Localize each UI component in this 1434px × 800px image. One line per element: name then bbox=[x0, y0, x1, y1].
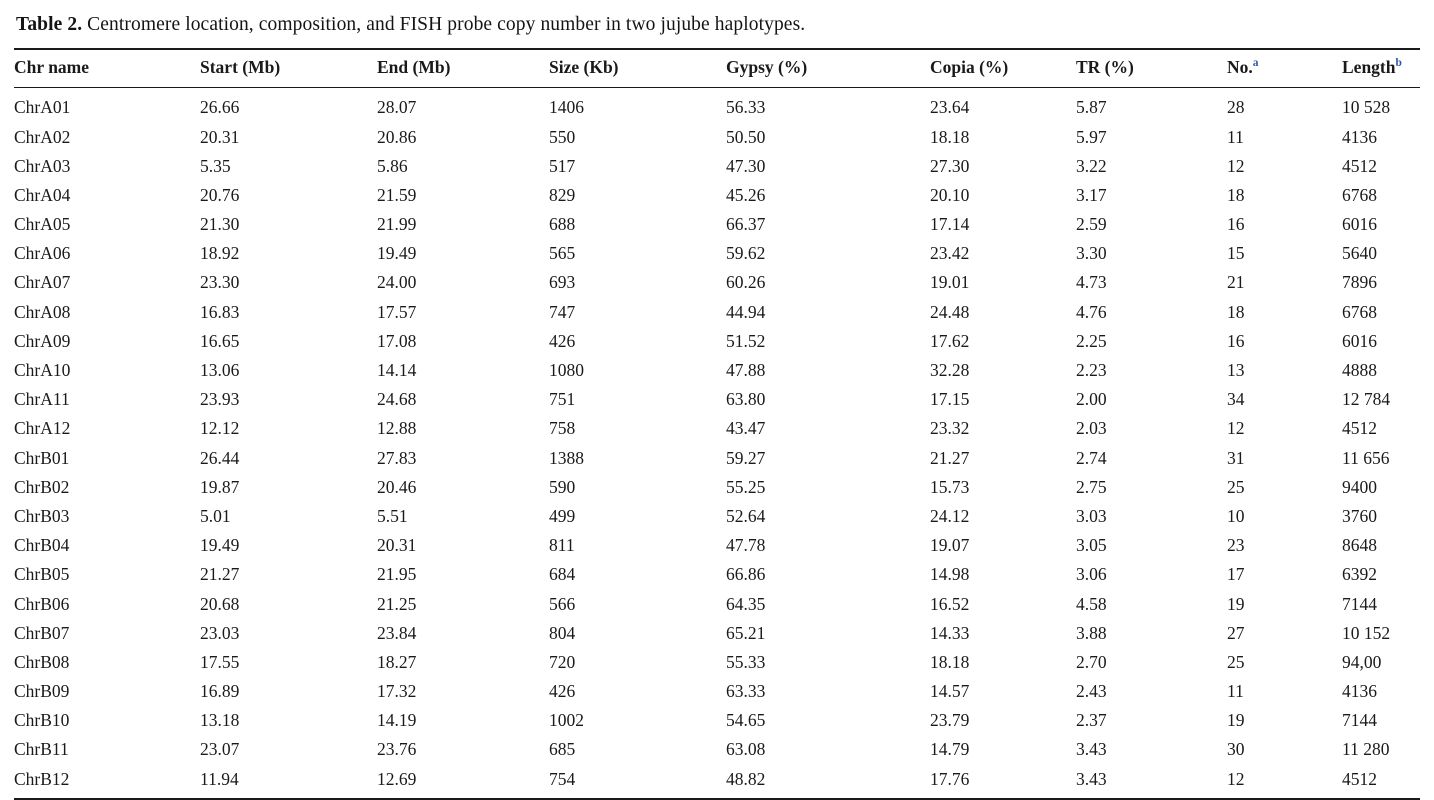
cell-size: 517 bbox=[549, 155, 576, 176]
cell-start: 17.55 bbox=[200, 651, 240, 672]
cell-copia: 23.64 bbox=[930, 97, 970, 118]
cell-size: 1388 bbox=[549, 447, 584, 468]
cell-copia: 32.28 bbox=[930, 360, 970, 381]
cell-tr: 3.17 bbox=[1076, 184, 1107, 205]
cell-end: 20.31 bbox=[377, 535, 417, 556]
cell-number: 21 bbox=[1227, 272, 1245, 293]
cell-gypsy: 65.21 bbox=[726, 622, 766, 643]
column-header-start bbox=[200, 49, 377, 88]
table-row bbox=[14, 239, 1420, 268]
cell-size: 499 bbox=[549, 505, 576, 526]
cell-size: 685 bbox=[549, 739, 576, 760]
cell-end: 14.14 bbox=[377, 360, 417, 381]
cell-tr: 3.30 bbox=[1076, 243, 1107, 264]
cell-start: 5.01 bbox=[200, 505, 231, 526]
cell-size: 590 bbox=[549, 476, 576, 497]
cell-copia: 17.15 bbox=[930, 389, 970, 410]
cell-chr-name: ChrA10 bbox=[14, 360, 71, 381]
cell-end: 19.49 bbox=[377, 243, 417, 264]
cell-size: 811 bbox=[549, 535, 575, 556]
cell-tr: 2.59 bbox=[1076, 214, 1107, 235]
cell-length: 10 152 bbox=[1342, 622, 1391, 643]
cell-end: 12.69 bbox=[377, 768, 417, 789]
cell-size: 684 bbox=[549, 564, 576, 585]
column-header-label: Copia (%) bbox=[930, 57, 1009, 78]
cell-tr: 2.43 bbox=[1076, 681, 1107, 702]
cell-copia: 19.01 bbox=[930, 272, 970, 293]
cell-size: 566 bbox=[549, 593, 576, 614]
cell-end: 20.86 bbox=[377, 126, 417, 147]
cell-number: 12 bbox=[1227, 418, 1245, 439]
cell-copia: 23.42 bbox=[930, 243, 970, 264]
cell-start: 13.06 bbox=[200, 360, 240, 381]
table-row bbox=[14, 706, 1420, 735]
cell-chr-name: ChrB08 bbox=[14, 651, 70, 672]
cell-size: 426 bbox=[549, 681, 576, 702]
cell-number: 18 bbox=[1227, 184, 1245, 205]
table-row bbox=[14, 385, 1420, 414]
cell-size: 754 bbox=[549, 768, 576, 789]
table-row bbox=[14, 152, 1420, 181]
cell-end: 23.84 bbox=[377, 622, 417, 643]
cell-gypsy: 43.47 bbox=[726, 418, 766, 439]
cell-tr: 4.76 bbox=[1076, 301, 1107, 322]
table-caption bbox=[16, 12, 1420, 37]
cell-tr: 2.00 bbox=[1076, 389, 1107, 410]
cell-tr: 3.03 bbox=[1076, 505, 1107, 526]
cell-number: 16 bbox=[1227, 214, 1245, 235]
cell-tr: 2.75 bbox=[1076, 476, 1107, 497]
cell-copia: 27.30 bbox=[930, 155, 970, 176]
table-head bbox=[14, 49, 1420, 88]
column-header-gypsy bbox=[726, 49, 930, 88]
cell-end: 21.99 bbox=[377, 214, 417, 235]
table-caption-label: Table 2. bbox=[16, 14, 83, 35]
cell-start: 26.66 bbox=[200, 97, 240, 118]
cell-tr: 3.22 bbox=[1076, 155, 1107, 176]
cell-start: 23.93 bbox=[200, 389, 240, 410]
cell-gypsy: 55.33 bbox=[726, 651, 766, 672]
column-header-copia bbox=[930, 49, 1076, 88]
table-row bbox=[14, 765, 1420, 799]
cell-copia: 19.07 bbox=[930, 535, 970, 556]
table-row bbox=[14, 122, 1420, 151]
cell-copia: 24.12 bbox=[930, 505, 970, 526]
table-caption-text: Centromere location, composition, and FISH probe copy number in two jujube haplotypes. bbox=[87, 14, 806, 35]
cell-copia: 14.33 bbox=[930, 622, 970, 643]
table-row bbox=[14, 531, 1420, 560]
cell-number: 10 bbox=[1227, 505, 1245, 526]
table-header-row bbox=[14, 49, 1420, 88]
cell-copia: 14.57 bbox=[930, 681, 970, 702]
cell-number: 31 bbox=[1227, 447, 1245, 468]
cell-number: 15 bbox=[1227, 243, 1245, 264]
footnote-marker-a[interactable]: a bbox=[1252, 57, 1259, 70]
cell-gypsy: 48.82 bbox=[726, 768, 766, 789]
cell-chr-name: ChrA02 bbox=[14, 126, 71, 147]
column-header-label: Chr name bbox=[14, 57, 90, 78]
column-header-size bbox=[549, 49, 726, 88]
cell-gypsy: 44.94 bbox=[726, 301, 766, 322]
cell-size: 688 bbox=[549, 214, 576, 235]
cell-start: 23.07 bbox=[200, 739, 240, 760]
cell-tr: 3.06 bbox=[1076, 564, 1107, 585]
cell-chr-name: ChrB04 bbox=[14, 535, 70, 556]
cell-chr-name: ChrA08 bbox=[14, 301, 71, 322]
cell-gypsy: 50.50 bbox=[726, 126, 766, 147]
column-header-tr bbox=[1076, 49, 1227, 88]
cell-size: 758 bbox=[549, 418, 576, 439]
cell-chr-name: ChrB10 bbox=[14, 710, 70, 731]
cell-number: 25 bbox=[1227, 651, 1245, 672]
cell-start: 20.31 bbox=[200, 126, 240, 147]
cell-length: 4512 bbox=[1342, 768, 1377, 789]
cell-end: 21.95 bbox=[377, 564, 417, 585]
cell-end: 17.32 bbox=[377, 681, 417, 702]
cell-gypsy: 63.08 bbox=[726, 739, 766, 760]
cell-gypsy: 45.26 bbox=[726, 184, 766, 205]
table-row bbox=[14, 327, 1420, 356]
cell-copia: 15.73 bbox=[930, 476, 970, 497]
cell-length: 6768 bbox=[1342, 301, 1377, 322]
cell-number: 23 bbox=[1227, 535, 1245, 556]
cell-number: 16 bbox=[1227, 330, 1245, 351]
cell-length: 6016 bbox=[1342, 330, 1377, 351]
cell-end: 5.86 bbox=[377, 155, 408, 176]
cell-copia: 18.18 bbox=[930, 651, 970, 672]
cell-start: 13.18 bbox=[200, 710, 240, 731]
cell-copia: 23.32 bbox=[930, 418, 970, 439]
cell-end: 18.27 bbox=[377, 651, 417, 672]
cell-start: 20.76 bbox=[200, 184, 240, 205]
cell-chr-name: ChrA06 bbox=[14, 243, 71, 264]
cell-start: 21.27 bbox=[200, 564, 240, 585]
column-header-number bbox=[1227, 49, 1342, 88]
column-header-label: TR (%) bbox=[1076, 57, 1134, 78]
cell-end: 14.19 bbox=[377, 710, 417, 731]
cell-chr-name: ChrA09 bbox=[14, 330, 71, 351]
cell-length: 6392 bbox=[1342, 564, 1377, 585]
cell-start: 16.89 bbox=[200, 681, 240, 702]
cell-chr-name: ChrB12 bbox=[14, 768, 70, 789]
cell-start: 19.87 bbox=[200, 476, 240, 497]
cell-chr-name: ChrA04 bbox=[14, 184, 71, 205]
cell-size: 550 bbox=[549, 126, 576, 147]
cell-size: 829 bbox=[549, 184, 576, 205]
column-header-label: Size (Kb) bbox=[549, 57, 619, 78]
cell-gypsy: 51.52 bbox=[726, 330, 766, 351]
column-header-length bbox=[1342, 49, 1420, 88]
cell-size: 693 bbox=[549, 272, 576, 293]
cell-number: 19 bbox=[1227, 593, 1245, 614]
cell-start: 18.92 bbox=[200, 243, 240, 264]
cell-gypsy: 64.35 bbox=[726, 593, 766, 614]
cell-size: 804 bbox=[549, 622, 576, 643]
cell-start: 26.44 bbox=[200, 447, 240, 468]
cell-end: 28.07 bbox=[377, 97, 417, 118]
cell-start: 16.83 bbox=[200, 301, 240, 322]
cell-number: 27 bbox=[1227, 622, 1245, 643]
cell-size: 751 bbox=[549, 389, 576, 410]
cell-length: 4512 bbox=[1342, 418, 1377, 439]
cell-gypsy: 63.80 bbox=[726, 389, 766, 410]
cell-gypsy: 54.65 bbox=[726, 710, 766, 731]
cell-end: 20.46 bbox=[377, 476, 417, 497]
cell-number: 12 bbox=[1227, 155, 1245, 176]
column-header-label: No. bbox=[1227, 57, 1253, 78]
cell-length: 6768 bbox=[1342, 184, 1377, 205]
cell-chr-name: ChrA01 bbox=[14, 97, 71, 118]
cell-end: 5.51 bbox=[377, 505, 408, 526]
cell-length: 5640 bbox=[1342, 243, 1377, 264]
cell-number: 19 bbox=[1227, 710, 1245, 731]
cell-chr-name: ChrA03 bbox=[14, 155, 71, 176]
cell-tr: 3.88 bbox=[1076, 622, 1107, 643]
table-row bbox=[14, 210, 1420, 239]
table-row bbox=[14, 619, 1420, 648]
cell-length: 8648 bbox=[1342, 535, 1377, 556]
cell-tr: 3.43 bbox=[1076, 768, 1107, 789]
cell-tr: 5.87 bbox=[1076, 97, 1107, 118]
cell-end: 27.83 bbox=[377, 447, 417, 468]
table-row bbox=[14, 356, 1420, 385]
cell-tr: 2.70 bbox=[1076, 651, 1107, 672]
cell-size: 565 bbox=[549, 243, 576, 264]
table-row bbox=[14, 414, 1420, 443]
cell-gypsy: 56.33 bbox=[726, 97, 766, 118]
cell-tr: 3.43 bbox=[1076, 739, 1107, 760]
cell-gypsy: 66.37 bbox=[726, 214, 766, 235]
cell-start: 20.68 bbox=[200, 593, 240, 614]
cell-gypsy: 60.26 bbox=[726, 272, 766, 293]
centromere-data-table bbox=[14, 48, 1420, 799]
cell-number: 30 bbox=[1227, 739, 1245, 760]
cell-number: 17 bbox=[1227, 564, 1245, 585]
cell-number: 28 bbox=[1227, 97, 1245, 118]
cell-length: 4512 bbox=[1342, 155, 1377, 176]
cell-copia: 21.27 bbox=[930, 447, 970, 468]
cell-length: 4136 bbox=[1342, 126, 1377, 147]
table-row bbox=[14, 735, 1420, 764]
cell-length: 11 280 bbox=[1342, 739, 1390, 760]
cell-chr-name: ChrB05 bbox=[14, 564, 70, 585]
cell-start: 23.30 bbox=[200, 272, 240, 293]
cell-number: 34 bbox=[1227, 389, 1245, 410]
cell-size: 1002 bbox=[549, 710, 584, 731]
cell-length: 94,00 bbox=[1342, 651, 1382, 672]
cell-chr-name: ChrB11 bbox=[14, 739, 69, 760]
cell-end: 21.25 bbox=[377, 593, 417, 614]
cell-chr-name: ChrB01 bbox=[14, 447, 70, 468]
cell-chr-name: ChrB06 bbox=[14, 593, 70, 614]
table-row bbox=[14, 444, 1420, 473]
cell-number: 25 bbox=[1227, 476, 1245, 497]
cell-gypsy: 59.27 bbox=[726, 447, 766, 468]
cell-start: 5.35 bbox=[200, 155, 231, 176]
cell-length: 4136 bbox=[1342, 681, 1377, 702]
cell-number: 11 bbox=[1227, 126, 1244, 147]
cell-length: 11 656 bbox=[1342, 447, 1390, 468]
cell-copia: 17.76 bbox=[930, 768, 970, 789]
cell-end: 12.88 bbox=[377, 418, 417, 439]
cell-size: 720 bbox=[549, 651, 576, 672]
cell-size: 747 bbox=[549, 301, 576, 322]
cell-length: 7144 bbox=[1342, 710, 1377, 731]
cell-length: 9400 bbox=[1342, 476, 1377, 497]
cell-tr: 5.97 bbox=[1076, 126, 1107, 147]
cell-copia: 16.52 bbox=[930, 593, 970, 614]
cell-chr-name: ChrA12 bbox=[14, 418, 71, 439]
cell-end: 23.76 bbox=[377, 739, 417, 760]
cell-number: 13 bbox=[1227, 360, 1245, 381]
cell-gypsy: 47.78 bbox=[726, 535, 766, 556]
cell-size: 1080 bbox=[549, 360, 584, 381]
cell-length: 4888 bbox=[1342, 360, 1377, 381]
table-body bbox=[14, 88, 1420, 799]
column-header-label: Start (Mb) bbox=[200, 57, 281, 78]
cell-gypsy: 59.62 bbox=[726, 243, 766, 264]
cell-end: 24.68 bbox=[377, 389, 417, 410]
cell-start: 16.65 bbox=[200, 330, 240, 351]
cell-tr: 2.37 bbox=[1076, 710, 1107, 731]
cell-number: 11 bbox=[1227, 681, 1244, 702]
cell-start: 11.94 bbox=[200, 768, 239, 789]
cell-end: 17.57 bbox=[377, 301, 417, 322]
cell-end: 24.00 bbox=[377, 272, 417, 293]
cell-start: 21.30 bbox=[200, 214, 240, 235]
cell-gypsy: 66.86 bbox=[726, 564, 766, 585]
column-header-label: Length bbox=[1342, 57, 1396, 78]
cell-tr: 3.05 bbox=[1076, 535, 1107, 556]
cell-copia: 14.79 bbox=[930, 739, 970, 760]
table-row bbox=[14, 88, 1420, 123]
column-header-chr-name bbox=[14, 49, 200, 88]
table-row bbox=[14, 473, 1420, 502]
cell-tr: 2.23 bbox=[1076, 360, 1107, 381]
cell-size: 426 bbox=[549, 330, 576, 351]
cell-chr-name: ChrB02 bbox=[14, 476, 70, 497]
cell-chr-name: ChrB07 bbox=[14, 622, 70, 643]
cell-chr-name: ChrA07 bbox=[14, 272, 71, 293]
cell-number: 12 bbox=[1227, 768, 1245, 789]
cell-tr: 4.58 bbox=[1076, 593, 1107, 614]
cell-tr: 2.03 bbox=[1076, 418, 1107, 439]
cell-chr-name: ChrA11 bbox=[14, 389, 70, 410]
cell-length: 6016 bbox=[1342, 214, 1377, 235]
table-row bbox=[14, 589, 1420, 618]
footnote-marker-b[interactable]: b bbox=[1395, 57, 1402, 70]
column-header-label: End (Mb) bbox=[377, 57, 451, 78]
column-header-label: Gypsy (%) bbox=[726, 57, 808, 78]
cell-length: 7144 bbox=[1342, 593, 1377, 614]
cell-end: 17.08 bbox=[377, 330, 417, 351]
cell-start: 12.12 bbox=[200, 418, 240, 439]
table-row bbox=[14, 268, 1420, 297]
cell-length: 10 528 bbox=[1342, 97, 1391, 118]
cell-length: 3760 bbox=[1342, 505, 1377, 526]
table-row bbox=[14, 560, 1420, 589]
cell-copia: 17.62 bbox=[930, 330, 970, 351]
table-row bbox=[14, 181, 1420, 210]
cell-tr: 4.73 bbox=[1076, 272, 1107, 293]
cell-start: 19.49 bbox=[200, 535, 240, 556]
cell-number: 18 bbox=[1227, 301, 1245, 322]
cell-copia: 14.98 bbox=[930, 564, 970, 585]
cell-gypsy: 55.25 bbox=[726, 476, 766, 497]
cell-chr-name: ChrB09 bbox=[14, 681, 70, 702]
table-row bbox=[14, 298, 1420, 327]
cell-copia: 20.10 bbox=[930, 184, 970, 205]
cell-size: 1406 bbox=[549, 97, 584, 118]
cell-gypsy: 47.30 bbox=[726, 155, 766, 176]
cell-end: 21.59 bbox=[377, 184, 417, 205]
cell-length: 7896 bbox=[1342, 272, 1377, 293]
cell-chr-name: ChrB03 bbox=[14, 505, 70, 526]
cell-gypsy: 63.33 bbox=[726, 681, 766, 702]
cell-chr-name: ChrA05 bbox=[14, 214, 71, 235]
table-row bbox=[14, 502, 1420, 531]
cell-start: 23.03 bbox=[200, 622, 240, 643]
cell-gypsy: 52.64 bbox=[726, 505, 766, 526]
cell-copia: 23.79 bbox=[930, 710, 970, 731]
cell-length: 12 784 bbox=[1342, 389, 1391, 410]
cell-copia: 18.18 bbox=[930, 126, 970, 147]
cell-copia: 17.14 bbox=[930, 214, 970, 235]
cell-copia: 24.48 bbox=[930, 301, 970, 322]
column-header-end bbox=[377, 49, 549, 88]
cell-tr: 2.25 bbox=[1076, 330, 1107, 351]
cell-gypsy: 47.88 bbox=[726, 360, 766, 381]
table-row bbox=[14, 648, 1420, 677]
table-row bbox=[14, 677, 1420, 706]
cell-tr: 2.74 bbox=[1076, 447, 1107, 468]
